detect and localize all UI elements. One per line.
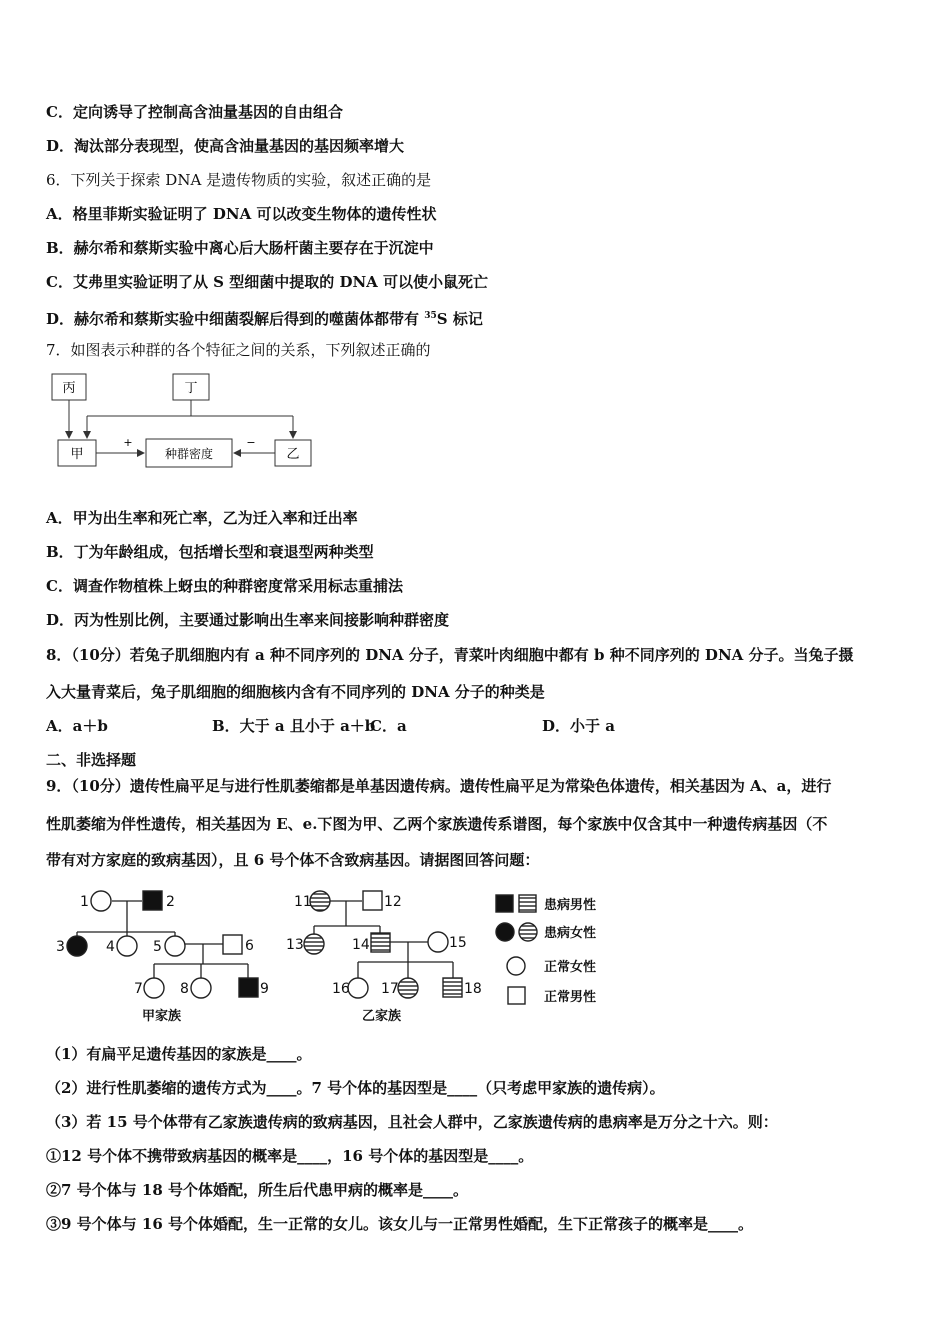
individual-7 [144,978,164,998]
q9-sub2: （2）进行性肌萎缩的遗传方式为____。7 号个体的基因型是____（只考虑甲家族的遗传病）。 [46,1079,665,1097]
number-2: 2 [166,894,175,910]
legend-normal-female [507,957,525,975]
legend-affected-female-hatched [519,923,537,941]
q6-option-a: A．格里菲斯实验证明了 DNA 可以改变生物体的遗传性状 [46,205,437,223]
legend-affected-female-solid [496,923,514,941]
section-title: 二、非选择题 [46,751,137,769]
pedigree-chart [50,880,630,1030]
q9-sub1: （1）有扁平足遗传基因的家族是____。 [46,1045,312,1063]
q8-option-d: D．小于 a [542,717,615,735]
q9-stem-line1: 9．（10分）遗传性扁平足与进行性肌萎缩都是单基因遗传病。遗传性扁平足为常染色体遗传，相关基因为 A、a，进行 [46,777,832,795]
legend-affected-female: 患病女性 [544,926,597,941]
yi-family-label: 乙家族 [362,1009,402,1024]
jia-label: 甲 [70,447,84,462]
q8-stem-line2: 入大量青菜后，兔子肌细胞的细胞核内含有不同序列的 DNA 分子的种类是 [46,683,545,701]
number-16: 16 [332,981,350,997]
legend-affected-male: 患病男性 [544,898,597,913]
individual-1 [91,891,111,911]
individual-15 [428,932,448,952]
number-6: 6 [245,938,254,954]
q9-sub3-3: ③9 号个体与 16 号个体婚配，生一正常的女儿。该女儿与一正常男性婚配，生下正常孩子的概率是____。 [46,1215,753,1233]
number-13: 13 [286,937,304,953]
number-3: 3 [56,939,65,955]
q9-stem-line2: 性肌萎缩为伴性遗传，相关基因为 E、e.下图为甲、乙两个家族遗传系谱图，每个家族中仅含其中一种遗传病基因（不 [46,815,828,833]
number-11: 11 [294,894,312,910]
individual-9 [239,978,258,997]
plus-sign: + [123,436,133,449]
q7-option-a: A．甲为出生率和死亡率，乙为迁入率和迁出率 [46,509,358,527]
q6-option-d: D．赫尔希和蔡斯实验中细菌裂解后得到的噬菌体都带有 $^{35}$S 标记 [46,310,483,328]
q6-option-c: C．艾弗里实验证明了从 S 型细菌中提取的 DNA 可以使小鼠死亡 [46,273,489,291]
number-12: 12 [384,894,402,910]
individual-11 [310,891,330,911]
individual-17 [398,978,418,998]
q7-stem: 7．如图表示种群的各个特征之间的关系，下列叙述正确的 [46,341,431,359]
legend-normal-female-label: 正常女性 [544,960,597,975]
q8-option-b: B．大于 a 且小于 a＋b [212,717,376,735]
number-14: 14 [352,937,370,953]
q9-sub3-2: ②7 号个体与 18 号个体婚配，所生后代患甲病的概率是____。 [46,1181,468,1199]
number-9: 9 [260,981,269,997]
population-diagram [40,366,330,476]
q8-option-a: A．a＋b [46,717,108,735]
number-5: 5 [153,939,162,955]
ding-label: 丁 [184,381,198,396]
individual-4 [117,936,137,956]
individual-16 [348,978,368,998]
individual-2 [143,891,162,910]
q5-option-d: D．淘汰部分表现型，使高含油量基因的基因频率增大 [46,137,405,155]
q9-stem-line3: 带有对方家庭的致病基因），且 6 号个体不含致病基因。请据图回答问题： [46,851,540,869]
q6-option-b: B．赫尔希和蔡斯实验中离心后大肠杆菌主要存在于沉淀中 [46,239,434,257]
legend-affected-male-solid [496,895,513,912]
q5-option-c: C．定向诱导了控制高含油量基因的自由组合 [46,103,343,121]
q7-option-b: B．丁为年龄组成，包括增长型和衰退型两种类型 [46,543,374,561]
individual-6 [223,935,242,954]
q9-sub3: （3）若 15 号个体带有乙家族遗传病的致病基因，且社会人群中，乙家族遗传病的患病率是万分之十六。则： [46,1113,778,1131]
q7-option-d: D．丙为性别比例，主要通过影响出生率来间接影响种群密度 [46,611,450,629]
individual-3 [67,936,87,956]
q7-option-c: C．调查作物植株上蚜虫的种群密度常采用标志重捕法 [46,577,403,595]
q8-option-c: C．a [370,717,407,735]
q9-sub3-1: ①12 号个体不携带致病基因的概率是____，16 号个体的基因型是____。 [46,1147,534,1165]
legend-affected-male-hatched [519,895,536,912]
number-7: 7 [134,981,143,997]
yi-label: 乙 [286,447,300,462]
q6-stem: 6．下列关于探索 DNA 是遗传物质的实验，叙述正确的是 [46,171,432,189]
number-4: 4 [106,939,115,955]
individual-18 [443,978,462,997]
number-1: 1 [80,894,89,910]
legend-normal-male-label: 正常男性 [544,990,597,1005]
individual-8 [191,978,211,998]
bing-label: 丙 [62,381,76,396]
number-8: 8 [180,981,189,997]
individual-14 [371,933,390,952]
legend-normal-male [508,987,525,1004]
q8-stem-line1: 8．（10分）若兔子肌细胞内有 a 种不同序列的 DNA 分子，青菜叶肉细胞中都有 b 种不同序列的 DNA 分子。当兔子摄 [46,646,854,664]
number-18: 18 [464,981,482,997]
individual-5 [165,936,185,956]
minus-sign: − [246,436,256,449]
number-17: 17 [381,981,399,997]
density-label: 种群密度 [164,447,214,461]
jia-family-label: 甲家族 [142,1009,182,1024]
number-15: 15 [449,935,467,951]
individual-13 [304,934,324,954]
individual-12 [363,891,382,910]
